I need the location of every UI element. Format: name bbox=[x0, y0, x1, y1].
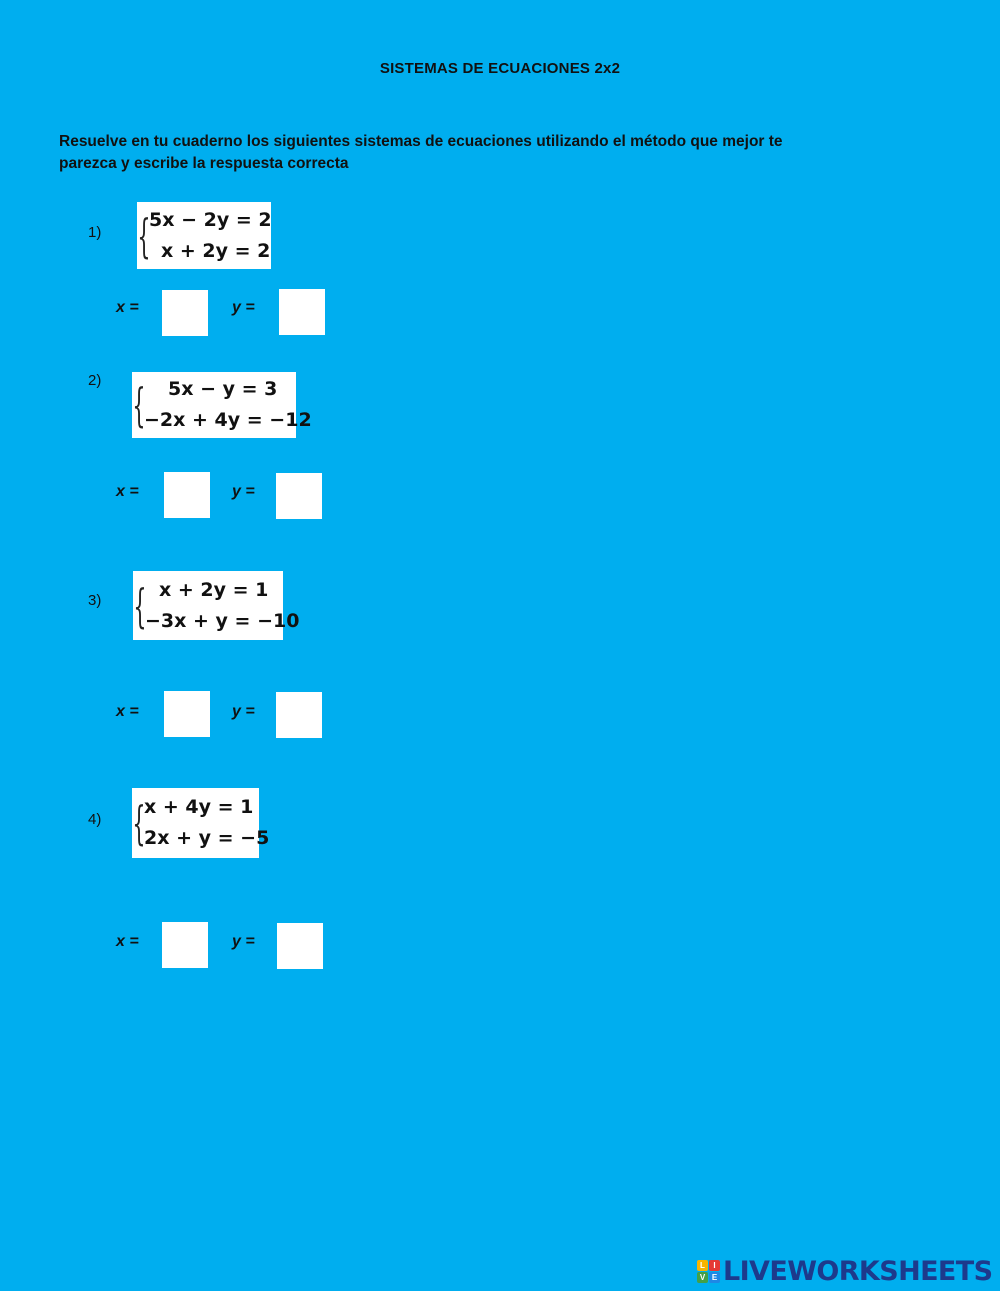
equation-1: 5x − y = 3 bbox=[168, 378, 278, 400]
problem-number: 4) bbox=[88, 811, 102, 828]
equation-1: x + 2y = 1 bbox=[159, 578, 269, 601]
brace: { bbox=[137, 208, 151, 263]
equation-system bbox=[132, 788, 270, 858]
answer-y-input[interactable] bbox=[276, 692, 322, 738]
brace: { bbox=[132, 796, 146, 850]
y-label: y = bbox=[232, 933, 255, 950]
equations bbox=[149, 202, 278, 269]
equation-1: x + 4y = 1 bbox=[144, 796, 254, 818]
answer-y-input[interactable] bbox=[277, 923, 323, 969]
instructions bbox=[59, 131, 919, 175]
logo-letter-i: I bbox=[709, 1260, 720, 1271]
live-logo-icon bbox=[697, 1260, 720, 1283]
equation-system bbox=[132, 372, 312, 438]
equations bbox=[145, 571, 305, 640]
logo-letter-e: E bbox=[709, 1272, 720, 1283]
brace: { bbox=[133, 578, 147, 633]
instructions-line-2: parezca y escribe la respuesta correcta bbox=[59, 155, 349, 172]
answer-x-input[interactable] bbox=[164, 472, 210, 518]
equations bbox=[144, 788, 275, 858]
instructions-line-1: Resuelve en tu cuaderno los siguientes sistemas de ecuaciones utilizando el método que mejor te bbox=[59, 133, 783, 150]
answer-y-input[interactable] bbox=[276, 473, 322, 519]
answer-x-input[interactable] bbox=[162, 922, 208, 968]
answer-y-input[interactable] bbox=[279, 289, 325, 335]
x-label: x = bbox=[116, 703, 139, 720]
equation-2: 2x + y = −5 bbox=[144, 827, 270, 849]
x-label: x = bbox=[116, 483, 139, 500]
equation-1: 5x − 2y = 2 bbox=[149, 208, 272, 231]
equation-system bbox=[137, 202, 271, 269]
y-label: y = bbox=[232, 483, 255, 500]
answer-x-input[interactable] bbox=[164, 691, 210, 737]
logo-text: LIVEWORKSHEETS bbox=[723, 1255, 993, 1287]
brace: { bbox=[132, 378, 146, 432]
logo-letter-l: L bbox=[697, 1260, 708, 1271]
worksheet-title: SISTEMAS DE ECUACIONES 2x2 bbox=[379, 60, 621, 77]
equation-2: −2x + 4y = −12 bbox=[144, 409, 312, 431]
equation-2: x + 2y = 2 bbox=[161, 239, 271, 262]
y-label: y = bbox=[232, 703, 255, 720]
equation-system bbox=[133, 571, 300, 640]
logo-letter-v: V bbox=[697, 1272, 708, 1283]
x-label: x = bbox=[116, 933, 139, 950]
equation-2: −3x + y = −10 bbox=[145, 609, 300, 632]
problem-number: 2) bbox=[88, 372, 102, 389]
equations bbox=[144, 372, 318, 438]
x-label: x = bbox=[116, 299, 139, 316]
problem-number: 1) bbox=[88, 224, 102, 241]
liveworksheets-logo bbox=[697, 1256, 992, 1286]
problem-number: 3) bbox=[88, 592, 102, 609]
y-label: y = bbox=[232, 299, 255, 316]
answer-x-input[interactable] bbox=[162, 290, 208, 336]
